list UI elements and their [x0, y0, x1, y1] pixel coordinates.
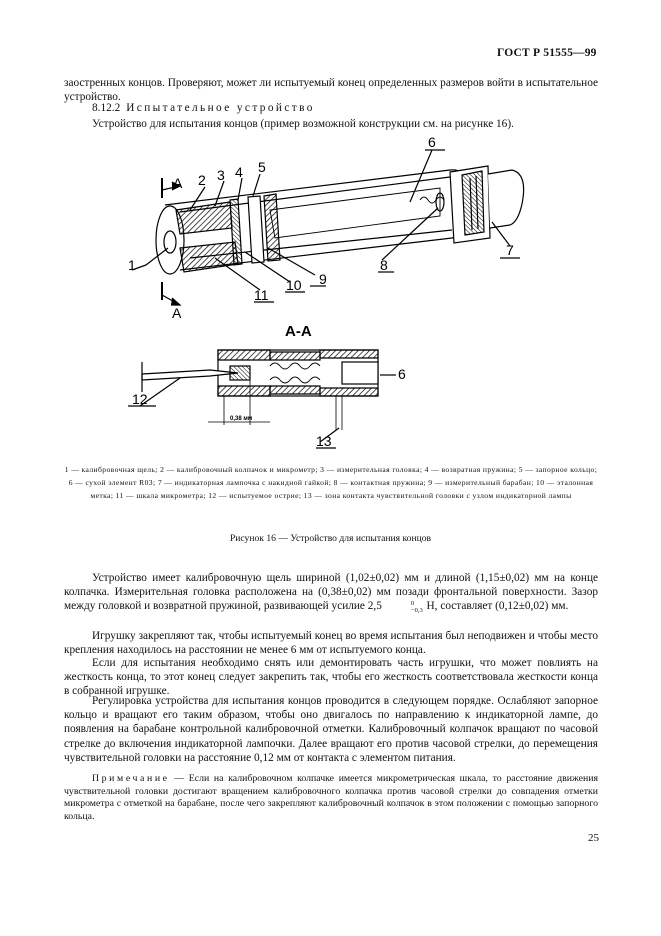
- section-marker-bottom: A: [172, 305, 182, 321]
- page-number: 25: [588, 832, 599, 844]
- callout-8: 8: [380, 257, 388, 273]
- section-heading: [92, 102, 315, 114]
- paragraph-4: Регулировка устройства для испытания концов проводится в следующем порядке. Ослабляют запорное кольцо и вращают его таким образом, чтобы оно двигалось по направлению к индикаторной лампе, до появления на барабане контрольной калибровочной отметки. Калибровочный колпачок вращают по часовой стрелке до включения индикаторной лампочки. Далее вращают его против часовой стрелки, до перемещения чувствительной головки на расстояние 0,12 мм от контакта с элементом питания.: [64, 695, 598, 764]
- force-tolerance: [383, 600, 423, 614]
- standard-number: ГОСТ Р 51555—99: [497, 47, 597, 59]
- callout-9: 9: [319, 271, 327, 287]
- section-callout-6: 6: [398, 366, 406, 382]
- section-view-title: А-А: [285, 323, 312, 340]
- figure-16-drawing: [120, 130, 560, 460]
- tolerance-upper: 0: [410, 599, 415, 607]
- figure-title: Рисунок 16 — Устройство для испытания концов: [229, 533, 432, 544]
- paragraph-1-text: Устройство имеет калибровочную щель шириной (1,02±0,02) мм и длиной (1,15±0,02) мм на конце колпачка. Измерительная головка расположена на (0,38±0,02) мм позади фронтальной поверхности. Зазор между головкой и возвратной пружиной, развивающей усилие 2,5: [64, 572, 598, 613]
- callout-11: 11: [254, 287, 269, 303]
- paragraph-3: Если для испытания необходимо снять или демонтировать часть игрушки, что может повлиять на жесткость конца, то этот конец следует закрепить так, чтобы его жесткость соответствовала жесткости конца в собранной игрушке.: [64, 657, 598, 698]
- callout-1: 1: [128, 257, 136, 273]
- paragraph-1: [64, 571, 598, 614]
- device-section-view: [128, 350, 396, 448]
- note-text: — Если на калибровочном колпачке имеется микрометрическая шкала, то расстояние движения чувствительной головки достигают вращением калибровочного колпачка против часовой стрелки до совпадения отметки микрометра с отметкой на барабане, после чего закрепляют калибровочный колпачок в этом положении с помощью запорного кольца.: [64, 773, 598, 822]
- callout-2: 2: [198, 172, 206, 188]
- section-callout-13: 13: [316, 433, 332, 449]
- figure-legend: 1 — калибровочная щель; 2 — калибровочный колпачок и микрометр; 3 — измерительная головка; 4 — возвратная пружина; 5 — запорное кольцо; 6 — сухой элемент R03; 7 — индикаторная лампочка с накидной гайкой; 8 — контактная пружина; 9 — измерительный барабан; 10 — эталонная метка; 11 — шкала микрометра; 12 — испытуемое острие; 13 — зона контакта чувствительной головки с узлом индикаторной лампы: [64, 465, 598, 500]
- callout-10: 10: [286, 277, 302, 293]
- tolerance-lower: −0,3: [410, 606, 423, 614]
- device-isometric-view: [132, 150, 524, 305]
- callout-7: 7: [506, 242, 514, 258]
- section-number: 8.12.2: [92, 102, 121, 114]
- note-label: Примечание: [92, 773, 170, 784]
- section-callout-12: 12: [132, 391, 148, 407]
- callout-6: 6: [428, 134, 436, 150]
- callout-4: 4: [235, 164, 243, 180]
- paragraph-2: Игрушку закрепляют так, чтобы испытуемый конец во время испытания был неподвижен и чтобы место крепления находилось на расстоянии не менее 6 мм от испытуемого конца.: [64, 630, 598, 657]
- section-text: Устройство для испытания концов (пример возможной конструкции см. на рисунке 16).: [92, 118, 514, 130]
- callout-3: 3: [217, 167, 225, 183]
- dimension-label: 0,38 мм: [230, 416, 253, 422]
- note: [64, 773, 598, 823]
- intro-paragraph: заостренных концов. Проверяют, может ли испытуемый конец определенных размеров войти в испытательное устройство.: [64, 77, 598, 104]
- callout-5: 5: [258, 159, 266, 175]
- section-marker-top: A: [173, 175, 183, 191]
- section-title: Испытательное устройство: [126, 102, 315, 114]
- paragraph-1-tail: Н, составляет (0,12±0,02) мм.: [423, 600, 569, 613]
